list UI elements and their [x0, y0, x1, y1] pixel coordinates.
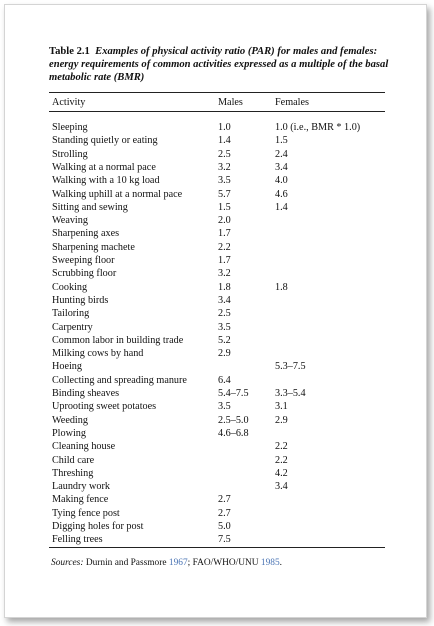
- table-header-rule: [49, 111, 385, 112]
- cell-males: 1.0: [218, 122, 231, 133]
- cell-males: 1.7: [218, 228, 231, 240]
- cell-males: 3.5: [218, 401, 231, 413]
- table-row: [0, 467, 434, 480]
- table-row: [0, 374, 434, 387]
- cell-males: 3.4: [218, 294, 231, 306]
- cell-males: 2.5–5.0: [218, 414, 249, 426]
- cell-activity: Child care: [52, 454, 95, 466]
- cell-activity: Carpentry: [52, 321, 93, 333]
- cell-males: 3.5: [218, 175, 231, 187]
- cell-females: 3.1: [275, 401, 288, 413]
- cell-activity: Plowing: [52, 427, 86, 439]
- table-row: [0, 400, 434, 413]
- table-row: [0, 533, 434, 546]
- cell-males: 3.2: [218, 268, 231, 280]
- table-title: Examples of physical activity ratio (PAR) for males and females: energy requirements of common activities expressed as a multiple of the basal metabolic rate (BMR): [49, 46, 389, 83]
- header-males: Males: [218, 97, 243, 108]
- cell-activity: Milking cows by hand: [52, 348, 144, 360]
- cell-males: 1.4: [218, 135, 231, 147]
- cell-males: 5.0: [218, 521, 231, 532]
- table-row: [0, 427, 434, 440]
- cell-activity: Standing quietly or eating: [52, 135, 158, 147]
- cell-males: 4.6–6.8: [218, 427, 249, 439]
- table-row: [0, 454, 434, 467]
- table-row: [0, 254, 434, 267]
- table-row: [0, 241, 434, 254]
- table-row: [0, 214, 434, 227]
- cell-activity: Common labor in building trade: [52, 334, 184, 346]
- cell-activity: Sweeping floor: [52, 255, 115, 266]
- table-row: [0, 334, 434, 347]
- table-row: [0, 360, 434, 373]
- table-top-rule: [49, 92, 385, 93]
- cell-activity: Weaving: [52, 215, 88, 227]
- table-row: [0, 387, 434, 400]
- cell-activity: Sharpening machete: [52, 241, 135, 253]
- cell-males: 1.7: [218, 255, 231, 266]
- cell-males: 3.2: [218, 161, 231, 173]
- cell-females: 1.5: [275, 135, 288, 147]
- cell-activity: Tying fence post: [52, 507, 120, 519]
- cell-activity: Making fence: [52, 494, 109, 506]
- cell-activity: Sitting and sewing: [52, 201, 128, 213]
- cell-activity: Threshing: [52, 467, 94, 479]
- cell-males: 2.5: [218, 308, 231, 320]
- cell-activity: Walking at a normal pace: [52, 161, 156, 173]
- cell-males: 7.5: [218, 534, 231, 546]
- cell-males: 1.5: [218, 201, 231, 213]
- table-row: [0, 161, 434, 174]
- source-year-link-b[interactable]: 1985: [260, 558, 280, 568]
- cell-males: 3.5: [218, 321, 231, 333]
- table-bottom-rule: [49, 547, 385, 548]
- cell-females: 5.3–7.5: [275, 361, 306, 373]
- cell-activity: Cleaning house: [52, 441, 116, 453]
- cell-activity: Binding sheaves: [52, 388, 120, 399]
- cell-males: 2.5: [218, 148, 231, 160]
- cell-activity: Strolling: [52, 148, 88, 160]
- table-row: [0, 520, 434, 533]
- source-year-link-a[interactable]: 1967: [168, 558, 188, 568]
- cell-activity: Sleeping: [52, 122, 88, 133]
- cell-activity: Walking uphill at a normal pace: [52, 188, 183, 200]
- table-row: [0, 507, 434, 520]
- table-row: [0, 294, 434, 307]
- cell-females: 4.0: [275, 175, 288, 187]
- cell-males: 6.4: [218, 374, 231, 386]
- cell-males: 1.8: [218, 281, 231, 293]
- source-text-b: ; FAO/WHO/UNU: [187, 558, 259, 568]
- table-row: [0, 267, 434, 280]
- cell-females: 2.4: [275, 148, 288, 160]
- table-row: [0, 480, 434, 493]
- cell-females: 2.2: [275, 441, 288, 453]
- cell-activity: Scrubbing floor: [52, 268, 117, 280]
- cell-males: 5.2: [218, 334, 231, 346]
- cell-females: 2.2: [275, 454, 288, 466]
- table-row: [0, 493, 434, 506]
- header-activity: Activity: [52, 97, 86, 108]
- table-row: [0, 440, 434, 453]
- cell-females: 4.6: [275, 188, 288, 200]
- table-row: [0, 148, 434, 161]
- cell-activity: Laundry work: [52, 481, 110, 493]
- table-source: [51, 558, 282, 568]
- table-row: [0, 134, 434, 147]
- source-end: .: [279, 558, 282, 568]
- table-number: Table 2.1: [49, 46, 90, 57]
- cell-females: 3.4: [275, 481, 288, 493]
- source-text-a: Durnin and Passmore: [85, 558, 167, 568]
- table-row: [0, 321, 434, 334]
- cell-females: 1.0 (i.e., BMR * 1.0): [275, 122, 361, 133]
- table-row: [0, 307, 434, 320]
- cell-activity: Hoeing: [52, 361, 82, 373]
- cell-males: 5.7: [218, 188, 231, 200]
- cell-males: 2.7: [218, 507, 231, 519]
- cell-activity: Uprooting sweet potatoes: [52, 401, 157, 413]
- table-row: [0, 174, 434, 187]
- cell-females: 1.8: [275, 281, 288, 293]
- table-row: [0, 121, 434, 134]
- cell-activity: Collecting and spreading manure: [52, 374, 187, 386]
- cell-activity: Weeding: [52, 414, 88, 426]
- cell-activity: Sharpening axes: [52, 228, 120, 240]
- table-caption: [49, 45, 394, 84]
- cell-activity: Walking with a 10 kg load: [52, 175, 160, 187]
- cell-males: 5.4–7.5: [218, 388, 249, 399]
- cell-females: 3.3–5.4: [275, 388, 306, 399]
- cell-activity: Hunting birds: [52, 294, 109, 306]
- cell-males: 2.2: [218, 241, 231, 253]
- cell-females: 4.2: [275, 467, 288, 479]
- cell-males: 2.0: [218, 215, 231, 227]
- cell-activity: Digging holes for post: [52, 521, 144, 532]
- header-females: Females: [275, 97, 309, 108]
- cell-activity: Cooking: [52, 281, 88, 293]
- cell-females: 2.9: [275, 414, 288, 426]
- table-row: [0, 201, 434, 214]
- source-label: Sources:: [51, 558, 84, 568]
- table-row: [0, 414, 434, 427]
- cell-females: 1.4: [275, 201, 288, 213]
- cell-females: 3.4: [275, 161, 288, 173]
- table-row: [0, 188, 434, 201]
- cell-males: 2.9: [218, 348, 231, 360]
- cell-males: 2.7: [218, 494, 231, 506]
- table-row: [0, 227, 434, 240]
- table-row: [0, 281, 434, 294]
- cell-activity: Tailoring: [52, 308, 90, 320]
- cell-activity: Felling trees: [52, 534, 103, 546]
- table-row: [0, 347, 434, 360]
